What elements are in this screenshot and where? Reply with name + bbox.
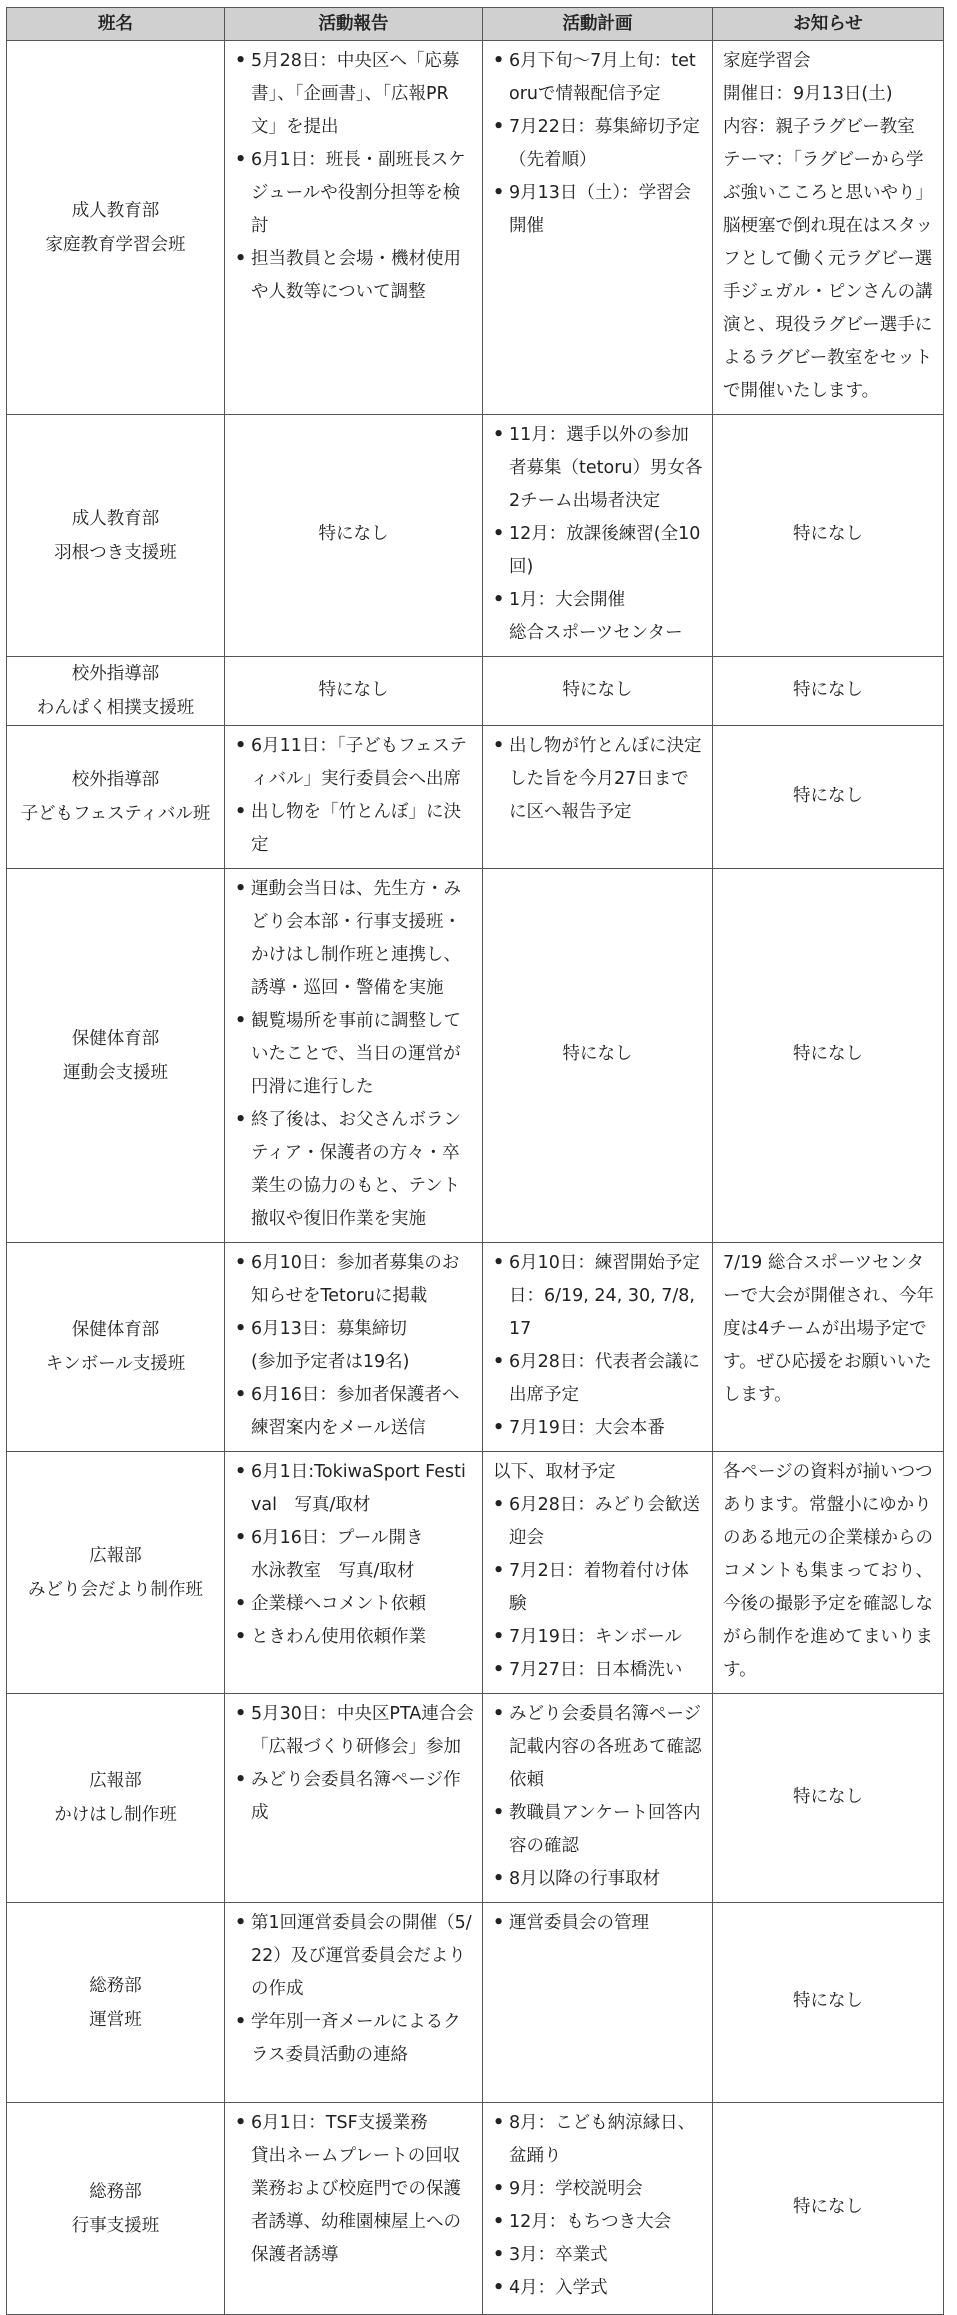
report-cell	[225, 41, 483, 415]
team-name-line: 家庭教育学習会班	[45, 234, 186, 255]
list-item: • みどり会委員名簿ページ記載内容の各班あて確認依頼	[491, 1698, 704, 1797]
table-row	[7, 1452, 944, 1694]
plan-cell	[483, 2103, 713, 2315]
list-item: • 6月28日：代表者会議に出席予定	[491, 1346, 704, 1412]
team-name-cell	[7, 726, 225, 869]
team-name-line: 総務部	[89, 2181, 142, 2202]
plan-cell	[483, 415, 713, 657]
list-item: • 出し物を「竹とんぼ」に決定	[233, 796, 474, 862]
bullet-list	[491, 419, 704, 650]
list-item: • 学年別一斉メールによるクラス委員活動の連絡	[233, 2006, 474, 2072]
bullet-list	[233, 1698, 474, 1830]
header-activity-report: 活動報告	[225, 8, 483, 41]
list-item: • みどり会委員名簿ページ作成	[233, 1764, 474, 1830]
list-item: • 6月11日：「子どもフェスティバル」実行委員会へ出席	[233, 730, 474, 796]
list-item: • 4月：入学式	[491, 2272, 704, 2305]
list-item: • 運営委員会の管理	[491, 1907, 704, 1940]
team-name-cell	[7, 2103, 225, 2315]
bullet-list	[233, 1456, 474, 1654]
table-row	[7, 1243, 944, 1452]
list-item: • 出し物が竹とんぼに決定した旨を今月27日までに区へ報告予定	[491, 730, 704, 829]
notice-cell: 各ページの資料が揃いつつあります。常盤小にゆかりのある地元の企業様からのコメントも集まっており、今後の撮影予定を確認しながら制作を進めてまいります。	[713, 1452, 944, 1694]
report-cell	[225, 869, 483, 1243]
list-item: • 6月1日:TokiwaSport Festival 写真/取材	[233, 1456, 474, 1522]
notice-cell: 特になし	[713, 657, 944, 726]
table-row	[7, 869, 944, 1243]
activity-report-table	[6, 7, 944, 2315]
report-cell	[225, 1903, 483, 2103]
team-name-line: 総務部	[89, 1975, 142, 1996]
table-row	[7, 726, 944, 869]
list-item: • 5月30日：中央区PTA連合会「広報づくり研修会」参加	[233, 1698, 474, 1764]
list-item: • 担当教員と会場・機材使用や人数等について調整	[233, 243, 474, 309]
list-item: • 9月13日（土）：学習会開催	[491, 177, 704, 243]
list-item: • 終了後は、お父さんボランティア・保護者の方々・卒業生の協力のもと、テント撤収や復旧作業を実施	[233, 1104, 474, 1236]
team-name-cell	[7, 1694, 225, 1903]
team-name-line: 子どもフェスティバル班	[20, 804, 211, 824]
bullet-list	[233, 873, 474, 1236]
report-cell	[225, 1452, 483, 1694]
list-item: • 6月10日：練習開始予定日：6/19, 24, 30, 7/8, 17	[491, 1247, 704, 1346]
team-name-line: 運動会支援班	[63, 1062, 168, 1083]
team-name-cell	[7, 869, 225, 1243]
plan-cell	[483, 1452, 713, 1694]
plan-cell: 特になし	[483, 869, 713, 1243]
table-row	[7, 657, 944, 726]
list-item: • 8月：こども納涼縁日、盆踊り	[491, 2107, 704, 2173]
report-cell	[225, 726, 483, 869]
report-cell: 特になし	[225, 657, 483, 726]
table-body	[7, 41, 944, 2315]
list-item: • 6月13日：募集締切 (参加予定者は19名)	[233, 1313, 474, 1379]
bullet-list	[233, 730, 474, 862]
list-item: • 1月：大会開催 総合スポーツセンター	[491, 584, 704, 650]
team-name-line: 広報部	[89, 1771, 142, 1791]
team-name-line: 校外指導部	[71, 664, 160, 684]
plan-intro: 以下、取材予定	[493, 1462, 616, 1482]
notice-cell: 特になし	[713, 415, 944, 657]
list-item: • 教職員アンケート回答内容の確認	[491, 1797, 704, 1863]
bullet-list	[491, 1907, 704, 1940]
plan-cell	[483, 1243, 713, 1452]
list-item: • 第1回運営委員会の開催（5/22）及び運営委員会だよりの作成	[233, 1907, 474, 2006]
list-item: • 6月28日：みどり会歓送迎会	[491, 1489, 704, 1555]
plan-cell	[483, 1903, 713, 2103]
bullet-list	[233, 1247, 474, 1445]
bullet-list	[491, 1489, 704, 1687]
notice-cell: 特になし	[713, 2103, 944, 2315]
report-cell	[225, 2103, 483, 2315]
team-name-line: 広報部	[89, 1545, 142, 1566]
team-name-cell	[7, 1903, 225, 2103]
table-row	[7, 1903, 944, 2103]
bullet-list	[491, 2107, 704, 2305]
team-name-line: みどり会だより制作班	[28, 1579, 203, 1600]
plan-cell	[483, 1694, 713, 1903]
list-item: • 8月以降の行事取材	[491, 1863, 704, 1896]
bullet-list	[233, 45, 474, 309]
team-name-line: かけはし制作班	[54, 1805, 177, 1825]
team-name-cell	[7, 415, 225, 657]
list-item: • 6月16日：参加者保護者へ練習案内をメール送信	[233, 1379, 474, 1445]
list-item: • 6月16日：プール開き 水泳教室 写真/取材	[233, 1522, 474, 1588]
team-name-line: 羽根つき支援班	[54, 542, 177, 563]
table-row	[7, 1694, 944, 1903]
report-cell	[225, 1694, 483, 1903]
list-item: • 12月：放課後練習(全10回)	[491, 518, 704, 584]
bullet-list	[233, 1907, 474, 2072]
list-item: • 12月：もちつき大会	[491, 2206, 704, 2239]
bullet-list	[491, 1247, 704, 1445]
header-row	[7, 8, 944, 41]
table-row	[7, 41, 944, 415]
team-name-line: わんぱく相撲支援班	[36, 698, 195, 718]
list-item: • 6月1日：TSF支援業務 貸出ネームプレートの回収業務および校庭門での保護者誘導、幼稚園棟屋上への保護者誘導	[233, 2107, 474, 2272]
report-cell	[225, 1243, 483, 1452]
list-item: • 7月22日：募集締切予定（先着順）	[491, 111, 704, 177]
list-item: • 運動会当日は、先生方・みどり会本部・行事支援班・かけはし制作班と連携し、誘導・巡回・警備を実施	[233, 873, 474, 1005]
plan-cell	[483, 41, 713, 415]
plan-cell: 特になし	[483, 657, 713, 726]
team-name-line: 行事支援班	[71, 2215, 160, 2236]
team-name-cell	[7, 1243, 225, 1452]
team-name-line: 運営班	[89, 2009, 142, 2030]
team-name-line: キンボール支援班	[45, 1354, 186, 1374]
list-item: • 6月10日：参加者募集のお知らせをTetoruに掲載	[233, 1247, 474, 1313]
notice-cell: 特になし	[713, 869, 944, 1243]
header-activity-plan: 活動計画	[483, 8, 713, 41]
list-item: • 7月19日：キンボール	[491, 1621, 704, 1654]
notice-cell: 特になし	[713, 1903, 944, 2103]
team-name-line: 成人教育部	[71, 200, 160, 221]
team-name-cell	[7, 41, 225, 415]
list-item: • 7月19日：大会本番	[491, 1412, 704, 1445]
bullet-list	[233, 2107, 474, 2272]
list-item: • 企業様へコメント依頼	[233, 1588, 474, 1621]
notice-cell: 特になし	[713, 726, 944, 869]
list-item: • 3月：卒業式	[491, 2239, 704, 2272]
notice-cell: 7/19 総合スポーツセンターで大会が開催され、今年度は4チームが出場予定です。ぜひ応援をお願いいたします。	[713, 1243, 944, 1452]
list-item: • 7月2日：着物着付け体験	[491, 1555, 704, 1621]
header-notice: お知らせ	[713, 8, 944, 41]
list-item: • 5月28日：中央区へ「応募書」、「企画書」、「広報PR 文」を提出	[233, 45, 474, 144]
team-name-line: 保健体育部	[71, 1320, 160, 1340]
table-row	[7, 2103, 944, 2315]
team-name-line: 校外指導部	[71, 770, 160, 790]
notice-cell: 家庭学習会 開催日：9月13日(土) 内容：親子ラグビー教室 テーマ：「ラグビーから学ぶ強いこころと思いやり」 脳梗塞で倒れ現在はスタッフとして働く元ラグビー選手ジェガル・ピンさんの講演と、現役ラグビー選手によるラグビー教室をセットで開催いたします。	[713, 41, 944, 415]
notice-cell: 特になし	[713, 1694, 944, 1903]
table-row	[7, 415, 944, 657]
team-name-cell	[7, 1452, 225, 1694]
team-name-line: 保健体育部	[71, 1028, 160, 1049]
bullet-list	[491, 45, 704, 243]
report-cell: 特になし	[225, 415, 483, 657]
list-item: • 観覧場所を事前に調整していたことで、当日の運営が円滑に進行した	[233, 1005, 474, 1104]
list-item: • 7月27日：日本橋洗い	[491, 1654, 704, 1687]
list-item: • 9月：学校説明会	[491, 2173, 704, 2206]
team-name-cell	[7, 657, 225, 726]
bullet-list	[491, 730, 704, 829]
list-item: • 6月下旬～7月上旬：tetoruで情報配信予定	[491, 45, 704, 111]
bullet-list	[491, 1698, 704, 1896]
plan-cell	[483, 726, 713, 869]
header-team-name: 班名	[7, 8, 225, 41]
list-item: • 6月1日：班長・副班長スケジュールや役割分担等を検討	[233, 144, 474, 243]
team-name-line: 成人教育部	[71, 508, 160, 529]
list-item: • 11月：選手以外の参加者募集（tetoru）男女各2チーム出場者決定	[491, 419, 704, 518]
list-item: • ときわん使用依頼作業	[233, 1621, 474, 1654]
